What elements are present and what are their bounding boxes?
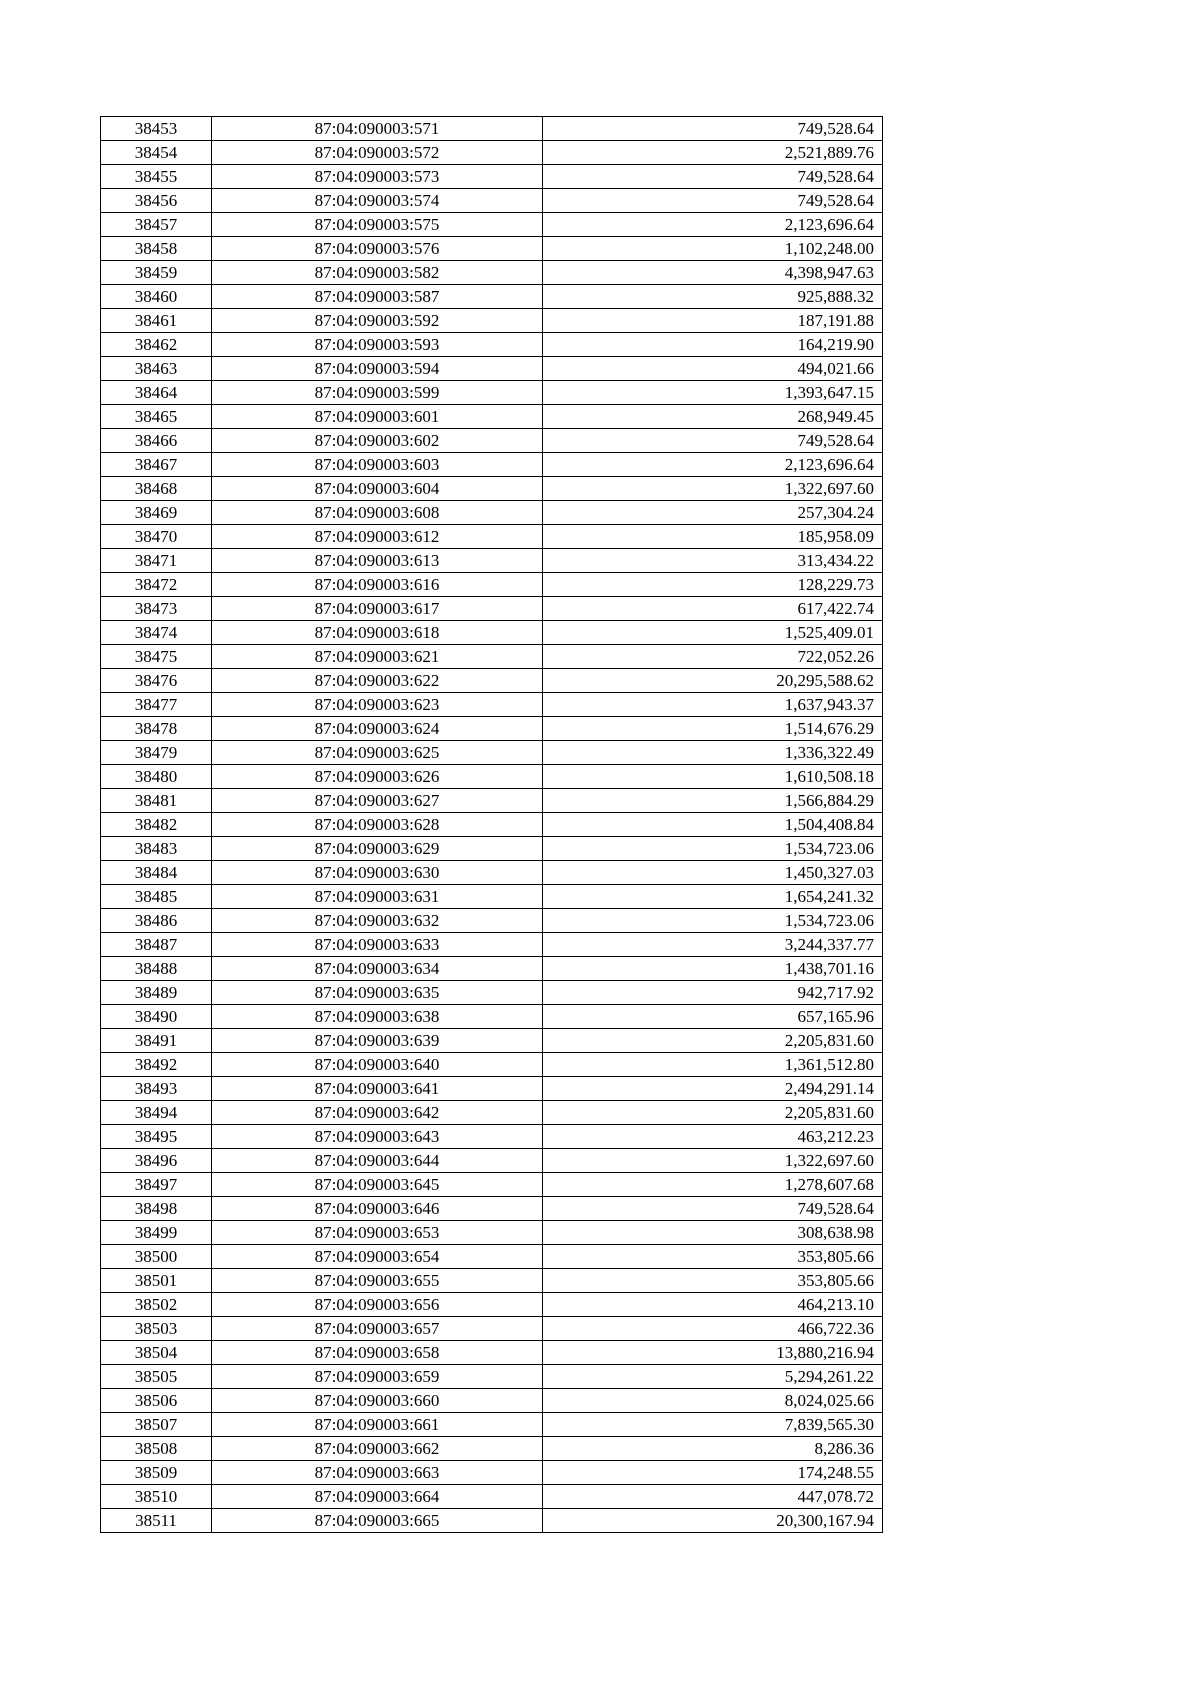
value-amount-cell: 1,504,408.84 <box>543 813 883 837</box>
value-amount-cell: 464,213.10 <box>543 1293 883 1317</box>
cadastral-number-cell: 87:04:090003:572 <box>212 141 543 165</box>
row-number-cell: 38488 <box>101 957 212 981</box>
value-amount-cell: 1,534,723.06 <box>543 837 883 861</box>
row-number-cell: 38489 <box>101 981 212 1005</box>
table-row <box>101 885 883 909</box>
table-row <box>101 189 883 213</box>
row-number-cell: 38469 <box>101 501 212 525</box>
table-row <box>101 1125 883 1149</box>
value-amount-cell: 164,219.90 <box>543 333 883 357</box>
value-amount-cell: 925,888.32 <box>543 285 883 309</box>
value-amount-cell: 1,534,723.06 <box>543 909 883 933</box>
table-row <box>101 621 883 645</box>
row-number-cell: 38462 <box>101 333 212 357</box>
row-number-cell: 38464 <box>101 381 212 405</box>
table-row <box>101 525 883 549</box>
cadastral-number-cell: 87:04:090003:626 <box>212 765 543 789</box>
cadastral-value-table <box>100 116 883 1533</box>
table-row <box>101 501 883 525</box>
value-amount-cell: 466,722.36 <box>543 1317 883 1341</box>
table-row <box>101 861 883 885</box>
cadastral-number-cell: 87:04:090003:592 <box>212 309 543 333</box>
row-number-cell: 38500 <box>101 1245 212 1269</box>
table-row <box>101 1485 883 1509</box>
value-amount-cell: 749,528.64 <box>543 1197 883 1221</box>
value-amount-cell: 5,294,261.22 <box>543 1365 883 1389</box>
row-number-cell: 38471 <box>101 549 212 573</box>
cadastral-number-cell: 87:04:090003:633 <box>212 933 543 957</box>
value-amount-cell: 749,528.64 <box>543 117 883 141</box>
row-number-cell: 38511 <box>101 1509 212 1533</box>
value-amount-cell: 8,286.36 <box>543 1437 883 1461</box>
table-row <box>101 117 883 141</box>
cadastral-number-cell: 87:04:090003:632 <box>212 909 543 933</box>
value-amount-cell: 2,205,831.60 <box>543 1029 883 1053</box>
value-amount-cell: 942,717.92 <box>543 981 883 1005</box>
row-number-cell: 38503 <box>101 1317 212 1341</box>
value-amount-cell: 1,514,676.29 <box>543 717 883 741</box>
row-number-cell: 38482 <box>101 813 212 837</box>
cadastral-number-cell: 87:04:090003:638 <box>212 1005 543 1029</box>
cadastral-number-cell: 87:04:090003:604 <box>212 477 543 501</box>
value-amount-cell: 617,422.74 <box>543 597 883 621</box>
row-number-cell: 38467 <box>101 453 212 477</box>
value-amount-cell: 20,300,167.94 <box>543 1509 883 1533</box>
cadastral-number-cell: 87:04:090003:628 <box>212 813 543 837</box>
row-number-cell: 38475 <box>101 645 212 669</box>
value-amount-cell: 2,494,291.14 <box>543 1077 883 1101</box>
cadastral-number-cell: 87:04:090003:660 <box>212 1389 543 1413</box>
table-row <box>101 141 883 165</box>
row-number-cell: 38490 <box>101 1005 212 1029</box>
value-amount-cell: 187,191.88 <box>543 309 883 333</box>
row-number-cell: 38507 <box>101 1413 212 1437</box>
table-row <box>101 1245 883 1269</box>
cadastral-number-cell: 87:04:090003:658 <box>212 1341 543 1365</box>
row-number-cell: 38453 <box>101 117 212 141</box>
row-number-cell: 38473 <box>101 597 212 621</box>
cadastral-number-cell: 87:04:090003:646 <box>212 1197 543 1221</box>
row-number-cell: 38502 <box>101 1293 212 1317</box>
table-row <box>101 1149 883 1173</box>
value-amount-cell: 2,521,889.76 <box>543 141 883 165</box>
value-amount-cell: 463,212.23 <box>543 1125 883 1149</box>
row-number-cell: 38480 <box>101 765 212 789</box>
table-row <box>101 645 883 669</box>
row-number-cell: 38457 <box>101 213 212 237</box>
table-row <box>101 789 883 813</box>
table-row <box>101 1413 883 1437</box>
table-row <box>101 1197 883 1221</box>
table-row <box>101 165 883 189</box>
cadastral-number-cell: 87:04:090003:617 <box>212 597 543 621</box>
table-row <box>101 213 883 237</box>
table-row <box>101 669 883 693</box>
value-amount-cell: 1,393,647.15 <box>543 381 883 405</box>
cadastral-number-cell: 87:04:090003:655 <box>212 1269 543 1293</box>
row-number-cell: 38479 <box>101 741 212 765</box>
cadastral-number-cell: 87:04:090003:624 <box>212 717 543 741</box>
row-number-cell: 38461 <box>101 309 212 333</box>
table-row <box>101 1389 883 1413</box>
table-row <box>101 309 883 333</box>
cadastral-number-cell: 87:04:090003:573 <box>212 165 543 189</box>
cadastral-number-cell: 87:04:090003:664 <box>212 1485 543 1509</box>
value-amount-cell: 1,637,943.37 <box>543 693 883 717</box>
cadastral-number-cell: 87:04:090003:643 <box>212 1125 543 1149</box>
table-row <box>101 573 883 597</box>
table-row <box>101 1173 883 1197</box>
value-amount-cell: 2,123,696.64 <box>543 453 883 477</box>
table-row <box>101 1461 883 1485</box>
row-number-cell: 38456 <box>101 189 212 213</box>
table-row <box>101 981 883 1005</box>
value-amount-cell: 1,278,607.68 <box>543 1173 883 1197</box>
cadastral-number-cell: 87:04:090003:613 <box>212 549 543 573</box>
value-amount-cell: 353,805.66 <box>543 1245 883 1269</box>
cadastral-number-cell: 87:04:090003:599 <box>212 381 543 405</box>
row-number-cell: 38493 <box>101 1077 212 1101</box>
value-amount-cell: 268,949.45 <box>543 405 883 429</box>
row-number-cell: 38491 <box>101 1029 212 1053</box>
value-amount-cell: 657,165.96 <box>543 1005 883 1029</box>
value-amount-cell: 494,021.66 <box>543 357 883 381</box>
row-number-cell: 38510 <box>101 1485 212 1509</box>
table-row <box>101 765 883 789</box>
row-number-cell: 38465 <box>101 405 212 429</box>
value-amount-cell: 3,244,337.77 <box>543 933 883 957</box>
value-amount-cell: 1,102,248.00 <box>543 237 883 261</box>
value-amount-cell: 7,839,565.30 <box>543 1413 883 1437</box>
cadastral-number-cell: 87:04:090003:659 <box>212 1365 543 1389</box>
row-number-cell: 38504 <box>101 1341 212 1365</box>
value-amount-cell: 1,322,697.60 <box>543 1149 883 1173</box>
table-row <box>101 957 883 981</box>
cadastral-number-cell: 87:04:090003:642 <box>212 1101 543 1125</box>
row-number-cell: 38472 <box>101 573 212 597</box>
cadastral-number-cell: 87:04:090003:575 <box>212 213 543 237</box>
cadastral-number-cell: 87:04:090003:593 <box>212 333 543 357</box>
cadastral-number-cell: 87:04:090003:654 <box>212 1245 543 1269</box>
cadastral-number-cell: 87:04:090003:594 <box>212 357 543 381</box>
cadastral-number-cell: 87:04:090003:603 <box>212 453 543 477</box>
value-amount-cell: 257,304.24 <box>543 501 883 525</box>
table-row <box>101 933 883 957</box>
value-amount-cell: 313,434.22 <box>543 549 883 573</box>
table-row <box>101 1509 883 1533</box>
table-row <box>101 693 883 717</box>
table-row <box>101 285 883 309</box>
cadastral-number-cell: 87:04:090003:635 <box>212 981 543 1005</box>
table-row <box>101 333 883 357</box>
table-row <box>101 381 883 405</box>
table-row <box>101 1077 883 1101</box>
cadastral-number-cell: 87:04:090003:656 <box>212 1293 543 1317</box>
cadastral-number-cell: 87:04:090003:571 <box>212 117 543 141</box>
value-amount-cell: 749,528.64 <box>543 429 883 453</box>
table-row <box>101 477 883 501</box>
value-amount-cell: 1,450,327.03 <box>543 861 883 885</box>
table-row <box>101 1221 883 1245</box>
table-row <box>101 453 883 477</box>
table-row <box>101 717 883 741</box>
row-number-cell: 38478 <box>101 717 212 741</box>
value-amount-cell: 174,248.55 <box>543 1461 883 1485</box>
table-row <box>101 813 883 837</box>
cadastral-number-cell: 87:04:090003:616 <box>212 573 543 597</box>
value-amount-cell: 1,361,512.80 <box>543 1053 883 1077</box>
cadastral-number-cell: 87:04:090003:623 <box>212 693 543 717</box>
value-amount-cell: 1,610,508.18 <box>543 765 883 789</box>
cadastral-number-cell: 87:04:090003:657 <box>212 1317 543 1341</box>
row-number-cell: 38484 <box>101 861 212 885</box>
table-body <box>101 117 883 1533</box>
row-number-cell: 38486 <box>101 909 212 933</box>
value-amount-cell: 2,123,696.64 <box>543 213 883 237</box>
cadastral-number-cell: 87:04:090003:587 <box>212 285 543 309</box>
table-row <box>101 1365 883 1389</box>
value-amount-cell: 749,528.64 <box>543 165 883 189</box>
table-row <box>101 1293 883 1317</box>
cadastral-number-cell: 87:04:090003:665 <box>212 1509 543 1533</box>
value-amount-cell: 20,295,588.62 <box>543 669 883 693</box>
value-amount-cell: 308,638.98 <box>543 1221 883 1245</box>
cadastral-number-cell: 87:04:090003:582 <box>212 261 543 285</box>
row-number-cell: 38474 <box>101 621 212 645</box>
row-number-cell: 38468 <box>101 477 212 501</box>
value-amount-cell: 8,024,025.66 <box>543 1389 883 1413</box>
cadastral-number-cell: 87:04:090003:639 <box>212 1029 543 1053</box>
value-amount-cell: 1,654,241.32 <box>543 885 883 909</box>
row-number-cell: 38505 <box>101 1365 212 1389</box>
row-number-cell: 38508 <box>101 1437 212 1461</box>
cadastral-number-cell: 87:04:090003:653 <box>212 1221 543 1245</box>
value-amount-cell: 1,438,701.16 <box>543 957 883 981</box>
value-amount-cell: 1,322,697.60 <box>543 477 883 501</box>
table-row <box>101 1437 883 1461</box>
value-amount-cell: 447,078.72 <box>543 1485 883 1509</box>
table-row <box>101 429 883 453</box>
value-amount-cell: 13,880,216.94 <box>543 1341 883 1365</box>
value-amount-cell: 749,528.64 <box>543 189 883 213</box>
row-number-cell: 38501 <box>101 1269 212 1293</box>
row-number-cell: 38455 <box>101 165 212 189</box>
row-number-cell: 38499 <box>101 1221 212 1245</box>
row-number-cell: 38454 <box>101 141 212 165</box>
cadastral-number-cell: 87:04:090003:621 <box>212 645 543 669</box>
row-number-cell: 38497 <box>101 1173 212 1197</box>
cadastral-number-cell: 87:04:090003:601 <box>212 405 543 429</box>
cadastral-number-cell: 87:04:090003:612 <box>212 525 543 549</box>
row-number-cell: 38496 <box>101 1149 212 1173</box>
table-row <box>101 1269 883 1293</box>
value-amount-cell: 722,052.26 <box>543 645 883 669</box>
table-row <box>101 1341 883 1365</box>
table-row <box>101 741 883 765</box>
table-row <box>101 597 883 621</box>
cadastral-number-cell: 87:04:090003:618 <box>212 621 543 645</box>
cadastral-number-cell: 87:04:090003:634 <box>212 957 543 981</box>
table-row <box>101 909 883 933</box>
value-amount-cell: 4,398,947.63 <box>543 261 883 285</box>
row-number-cell: 38506 <box>101 1389 212 1413</box>
row-number-cell: 38481 <box>101 789 212 813</box>
value-amount-cell: 128,229.73 <box>543 573 883 597</box>
table-row <box>101 549 883 573</box>
row-number-cell: 38470 <box>101 525 212 549</box>
value-amount-cell: 2,205,831.60 <box>543 1101 883 1125</box>
row-number-cell: 38463 <box>101 357 212 381</box>
cadastral-number-cell: 87:04:090003:641 <box>212 1077 543 1101</box>
row-number-cell: 38485 <box>101 885 212 909</box>
row-number-cell: 38492 <box>101 1053 212 1077</box>
table-row <box>101 1029 883 1053</box>
cadastral-number-cell: 87:04:090003:661 <box>212 1413 543 1437</box>
row-number-cell: 38477 <box>101 693 212 717</box>
cadastral-number-cell: 87:04:090003:576 <box>212 237 543 261</box>
cadastral-number-cell: 87:04:090003:630 <box>212 861 543 885</box>
value-amount-cell: 1,525,409.01 <box>543 621 883 645</box>
row-number-cell: 38494 <box>101 1101 212 1125</box>
value-amount-cell: 1,566,884.29 <box>543 789 883 813</box>
value-amount-cell: 353,805.66 <box>543 1269 883 1293</box>
cadastral-number-cell: 87:04:090003:622 <box>212 669 543 693</box>
row-number-cell: 38466 <box>101 429 212 453</box>
cadastral-number-cell: 87:04:090003:644 <box>212 1149 543 1173</box>
cadastral-number-cell: 87:04:090003:662 <box>212 1437 543 1461</box>
table-row <box>101 1101 883 1125</box>
cadastral-number-cell: 87:04:090003:631 <box>212 885 543 909</box>
row-number-cell: 38498 <box>101 1197 212 1221</box>
cadastral-number-cell: 87:04:090003:602 <box>212 429 543 453</box>
cadastral-number-cell: 87:04:090003:640 <box>212 1053 543 1077</box>
table-row <box>101 837 883 861</box>
cadastral-number-cell: 87:04:090003:625 <box>212 741 543 765</box>
table-row <box>101 357 883 381</box>
cadastral-number-cell: 87:04:090003:608 <box>212 501 543 525</box>
row-number-cell: 38509 <box>101 1461 212 1485</box>
table-row <box>101 261 883 285</box>
value-amount-cell: 185,958.09 <box>543 525 883 549</box>
table-row <box>101 1317 883 1341</box>
row-number-cell: 38483 <box>101 837 212 861</box>
table-row <box>101 1005 883 1029</box>
row-number-cell: 38458 <box>101 237 212 261</box>
cadastral-number-cell: 87:04:090003:627 <box>212 789 543 813</box>
table-row <box>101 405 883 429</box>
row-number-cell: 38495 <box>101 1125 212 1149</box>
row-number-cell: 38476 <box>101 669 212 693</box>
table-row <box>101 1053 883 1077</box>
value-amount-cell: 1,336,322.49 <box>543 741 883 765</box>
row-number-cell: 38459 <box>101 261 212 285</box>
table-row <box>101 237 883 261</box>
cadastral-number-cell: 87:04:090003:645 <box>212 1173 543 1197</box>
cadastral-number-cell: 87:04:090003:663 <box>212 1461 543 1485</box>
row-number-cell: 38460 <box>101 285 212 309</box>
cadastral-number-cell: 87:04:090003:629 <box>212 837 543 861</box>
row-number-cell: 38487 <box>101 933 212 957</box>
cadastral-number-cell: 87:04:090003:574 <box>212 189 543 213</box>
